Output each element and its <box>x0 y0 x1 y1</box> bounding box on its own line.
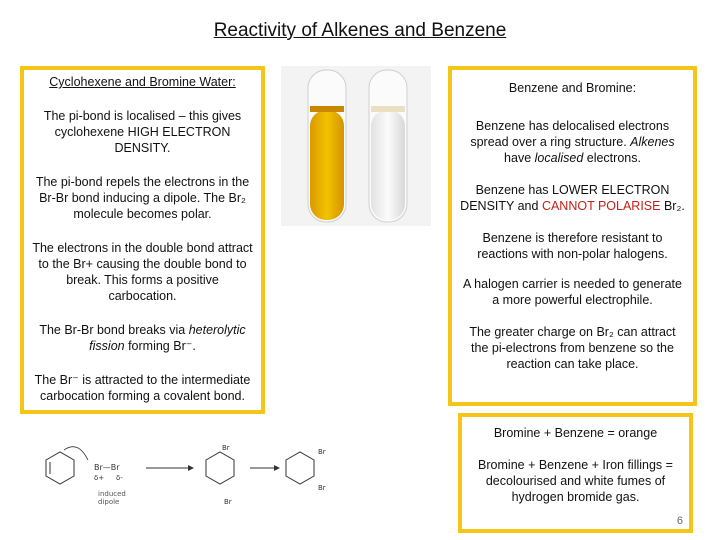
cyclohexene-panel <box>20 66 265 414</box>
dibromo-product-ring-icon <box>286 452 314 484</box>
dipole-label-2: dipole <box>98 498 120 506</box>
benzene-para-3: Benzene is therefore resistant to reactions with non-polar halogens. <box>477 231 668 261</box>
observation-orange: Bromine + Benzene = orange <box>493 426 658 440</box>
cyclohexene-para-4: The Br-Br bond breaks via heterolytic fission forming Br⁻. <box>39 323 246 353</box>
br-mid-label: Br <box>222 444 230 452</box>
br-right2-label: Br <box>318 484 326 492</box>
carbocation-ring-icon <box>206 452 234 484</box>
benzene-para-5: The greater charge on Br₂ can attract the pi-electrons from benzene so the reaction can take place. <box>469 325 676 371</box>
cyclohexene-para-3: The electrons in the double bond attract to the Br+ causing the double bond to break. This forms a positive carbocation. <box>32 241 253 303</box>
benzene-para-2: Benzene has LOWER ELECTRON DENSITY and CANNOT POLARISE Br₂. <box>460 183 685 213</box>
observation-iron: Bromine + Benzene + Iron fillings = decolourised and white fumes of hydrogen bromide gas. <box>478 458 673 504</box>
observations-panel <box>458 413 693 533</box>
slide-number: 6 <box>676 515 683 527</box>
dipole-label-1: induced <box>98 490 126 498</box>
cyclohexene-para-5: The Br⁻ is attracted to the intermediate carbocation forming a covalent bond. <box>34 373 251 403</box>
benzene-para-4: A halogen carrier is needed to generate a more powerful electrophile. <box>463 277 682 307</box>
test-tubes-photo <box>281 66 431 226</box>
page-title: Reactivity of Alkenes and Benzene <box>213 20 507 41</box>
delta-minus-label: δ- <box>116 474 123 482</box>
cyclohexene-header: Cyclohexene and Bromine Water: <box>49 75 236 89</box>
cyclohexene-para-2: The pi-bond repels the electrons in the Br-Br bond inducing a dipole. The Br₂ molecule becomes polar. <box>35 175 250 221</box>
mechanism-diagram <box>38 440 338 536</box>
br-right-label: Br <box>318 448 326 456</box>
benzene-header: Benzene and Bromine: <box>508 81 637 95</box>
cyclohexene-ring-icon <box>46 452 74 484</box>
benzene-para-1: Benzene has delocalised electrons spread over a ring structure. Alkenes have localised electrons. <box>470 119 675 165</box>
benzene-panel <box>448 66 697 406</box>
br-br-label: Br—Br <box>94 463 120 472</box>
cyclohexene-para-1: The pi-bond is localised – this gives cyclohexene HIGH ELECTRON DENSITY. <box>43 109 242 155</box>
br-anion-label: Br <box>224 498 232 506</box>
delta-plus-label: δ+ <box>94 474 105 482</box>
curly-arrow-icon <box>64 447 88 460</box>
